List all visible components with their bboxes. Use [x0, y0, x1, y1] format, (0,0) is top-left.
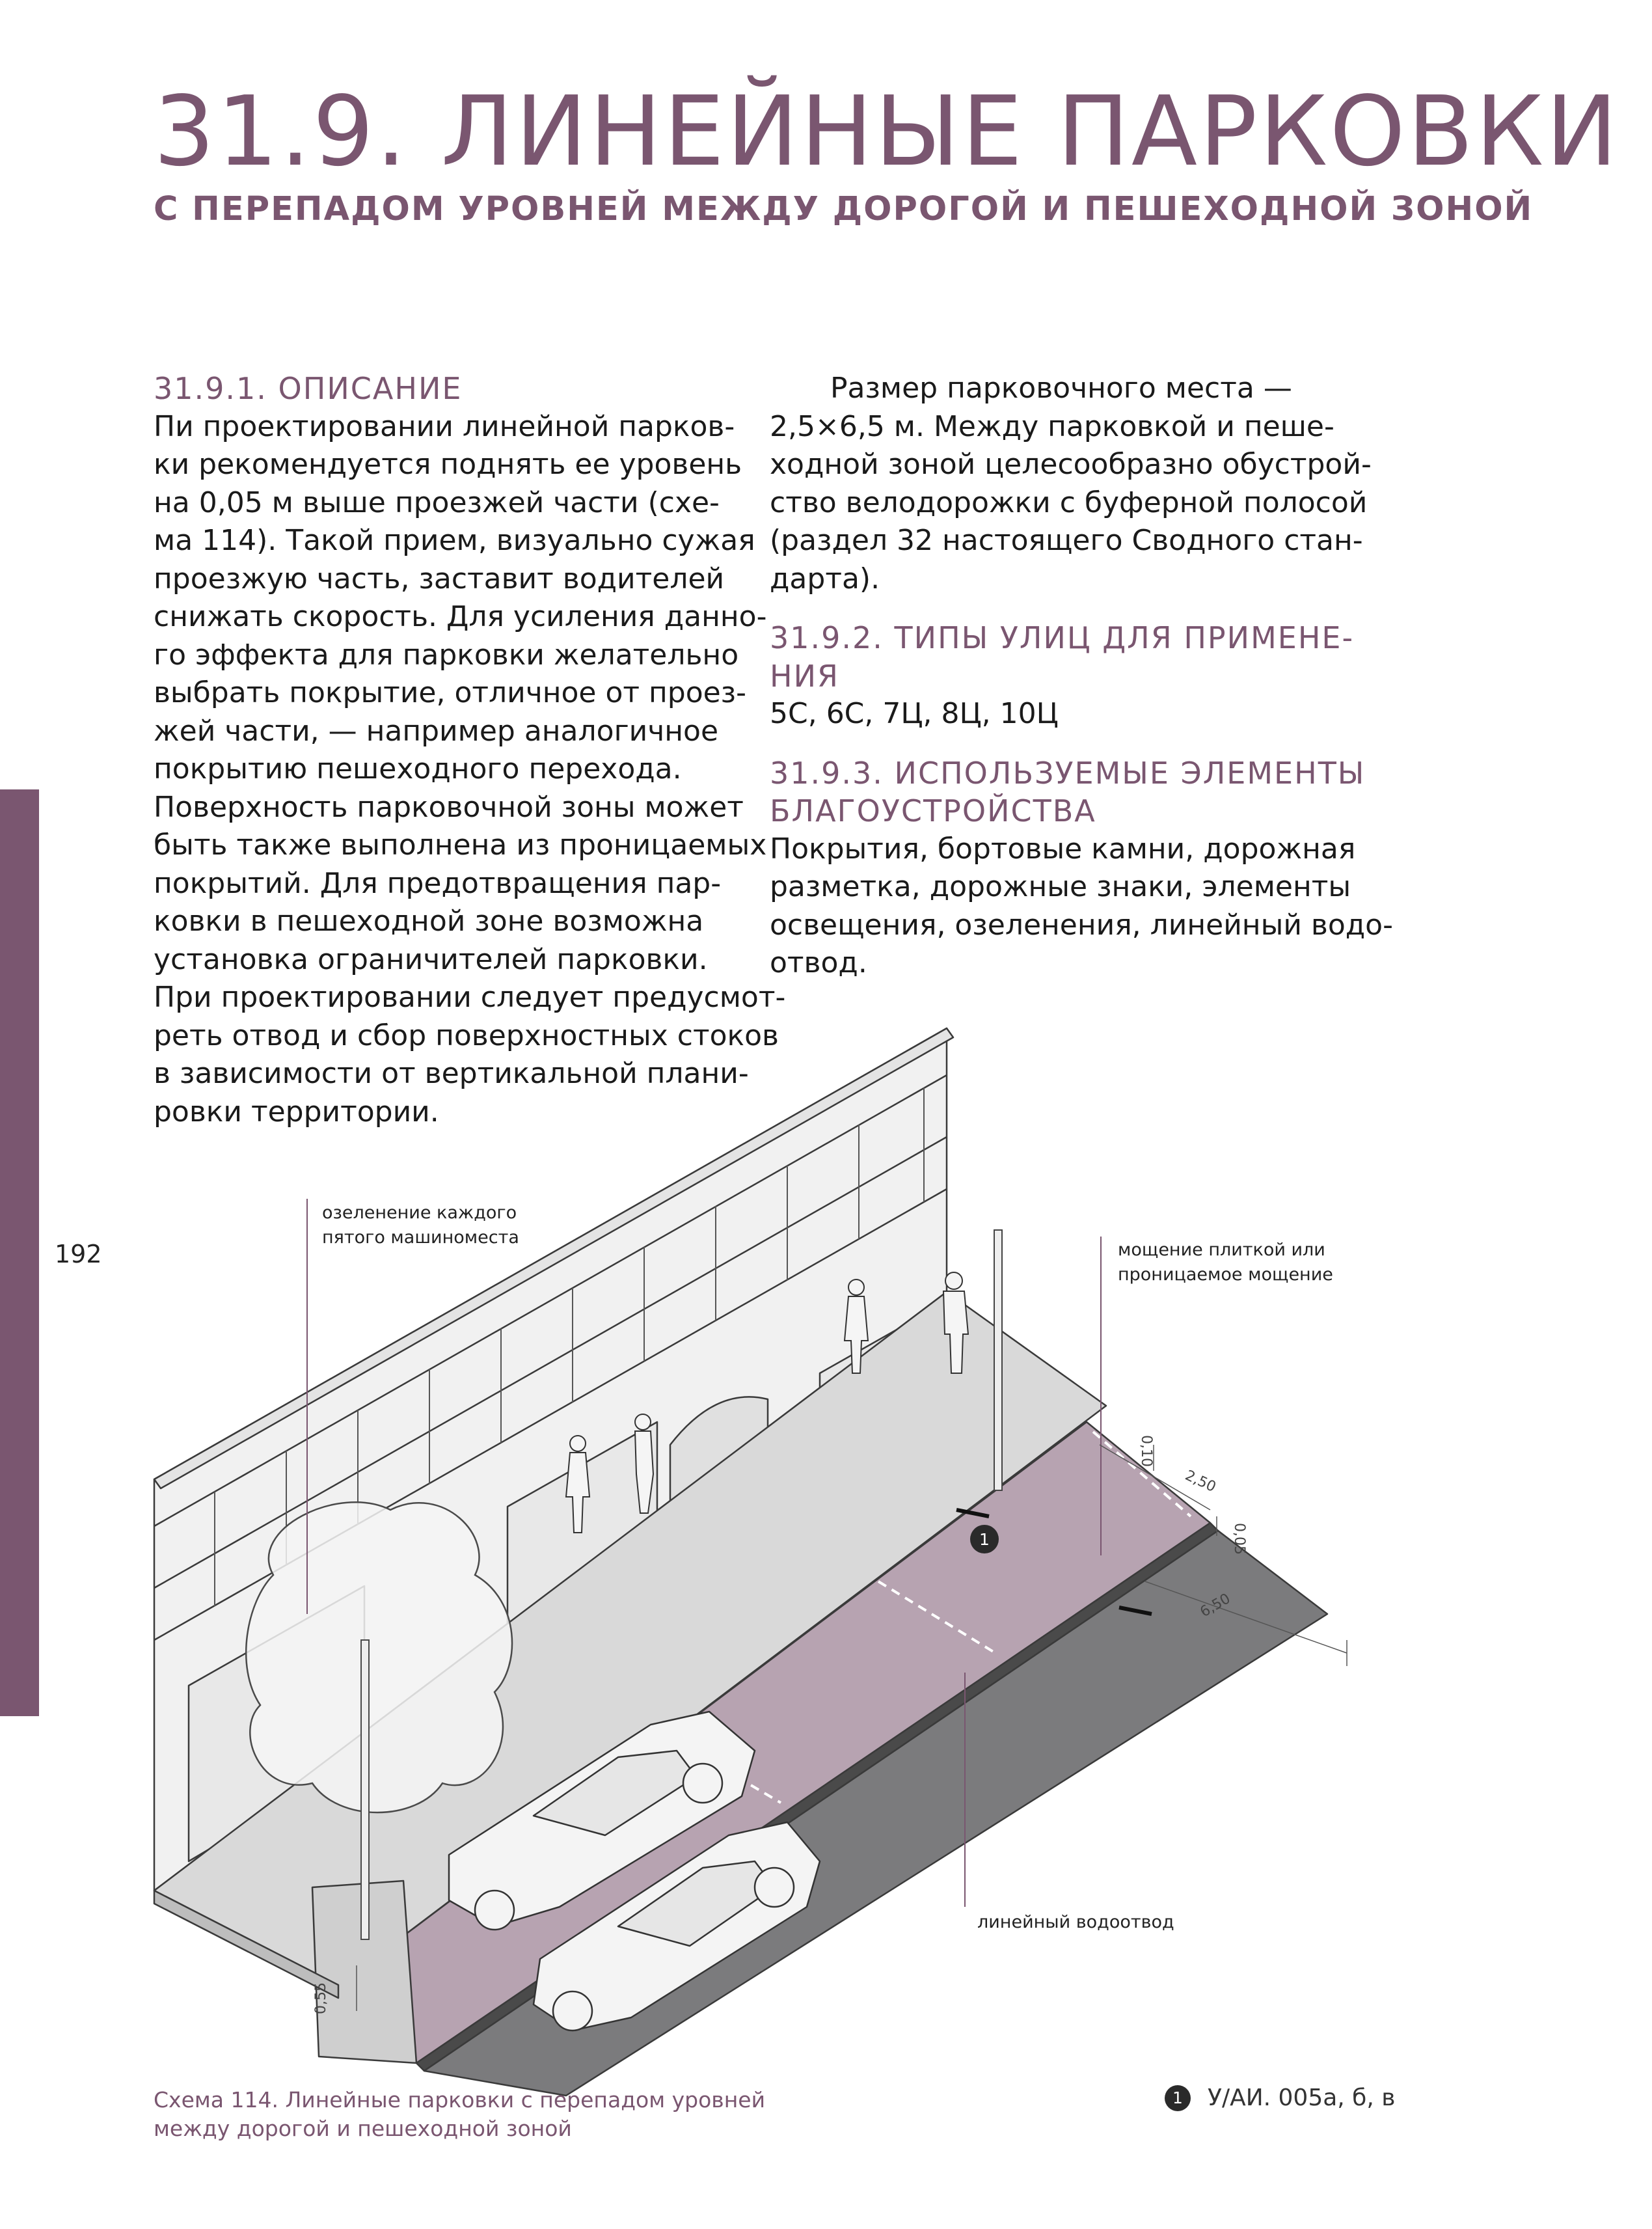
page-number: 192 — [55, 1240, 102, 1268]
callout-paving — [1118, 1238, 1333, 1287]
text-line: жей части, — например аналогичное — [154, 714, 719, 748]
callout-line: пятого машиноместа — [322, 1227, 519, 1248]
text-line: Поверхность парковочной зоны может — [154, 790, 744, 824]
text-line: освещения, озеленения, линейный водо- — [770, 908, 1393, 942]
figure-caption — [154, 2086, 765, 2143]
text-line: снижать скорость. Для усиления данно- — [154, 600, 767, 633]
callout-line: озеленение каждого — [322, 1203, 517, 1223]
text-line: ковки в пешеходной зоне возможна — [154, 905, 704, 938]
text-line: проезжую часть, заставит водителей — [154, 562, 725, 595]
text-line: 2,5×6,5 м. Между парковкой и пеше- — [770, 409, 1334, 443]
reference-text: У/АИ. 005а, б, в — [1208, 2085, 1396, 2111]
dim-curb-low: 0,55 — [313, 1982, 329, 2014]
text-line: ровки территории. — [154, 1095, 439, 1128]
callout-line: мощение плиткой или — [1118, 1240, 1325, 1260]
text-line: покрытию пешеходного перехода. — [154, 752, 682, 786]
text-line: реть отвод и сбор поверхностных стоков — [154, 1019, 779, 1052]
heading-line: БЛАГОУСТРОЙСТВА — [770, 793, 1096, 828]
tree-trunk — [361, 1640, 369, 1939]
text-line: ство велодорожки с буферной полосой — [770, 485, 1368, 519]
text-line: быть также выполнена из проницаемых — [154, 828, 767, 862]
heading-line: НИЯ — [770, 658, 839, 694]
dim-step: 0,05 — [1231, 1523, 1247, 1555]
text-line: разметка, дорожные знаки, элементы — [770, 870, 1351, 903]
heading-line: 31.9.2. ТИПЫ УЛИЦ ДЛЯ ПРИМЕНЕ- — [770, 620, 1355, 655]
tree-canopy — [246, 1502, 512, 1812]
marker-1-label: 1 — [979, 1530, 990, 1549]
text-line: го эффекта для парковки желательно — [154, 638, 739, 672]
dim-width: 2,50 — [1182, 1467, 1219, 1496]
text-line: ходной зоной целесообразно обустрой- — [770, 448, 1372, 481]
page-subtitle: С ПЕРЕПАДОМ УРОВНЕЙ МЕЖДУ ДОРОГОЙ И ПЕШЕХОДНОЙ ЗОНОЙ — [154, 190, 1534, 228]
street-types-text: 5С, 6С, 7Ц, 8Ц, 10Ц — [770, 697, 1059, 730]
lamp-pole — [994, 1230, 1002, 1490]
section-heading-description: 31.9.1. ОПИСАНИЕ — [154, 371, 463, 406]
text-line: Пи проектировании линейной парков- — [154, 409, 735, 443]
text-line: установка ограничителей парковки. — [154, 942, 708, 976]
text-line: отвод. — [770, 946, 867, 979]
callout-drain: линейный водоотвод — [977, 1912, 1174, 1932]
text-line: (раздел 32 настоящего Сводного стан- — [770, 524, 1363, 557]
text-line: Покрытия, бортовые камни, дорожная — [770, 832, 1356, 866]
caption-line: между дорогой и пешеходной зоной — [154, 2116, 572, 2141]
text-line: выбрать покрытие, отличное от проез- — [154, 676, 746, 709]
callout-greening — [322, 1201, 519, 1250]
text-line: дарта). — [770, 562, 880, 595]
text-line: ма 114). Такой прием, визуально сужая — [154, 524, 755, 557]
standard-reference — [1165, 2085, 1395, 2111]
heading-line: 31.9.3. ИСПОЛЬЗУЕМЫЕ ЭЛЕМЕНТЫ — [770, 755, 1366, 791]
marker-1-badge — [970, 1525, 999, 1553]
text-line: ки рекомендуется поднять ее уровень — [154, 448, 742, 481]
text-line: на 0,05 м выше проезжей части (схе- — [154, 485, 720, 519]
dim-length: 6,50 — [1197, 1591, 1234, 1621]
text-line: При проектировании следует предусмот- — [154, 981, 786, 1014]
caption-line: Схема 114. Линейные парковки с перепадом уровней — [154, 2087, 766, 2113]
reference-badge: 1 — [1165, 2085, 1191, 2111]
text-line: в зависимости от вертикальной плани- — [154, 1057, 749, 1090]
text-line: покрытий. Для предотвращения пар- — [154, 866, 722, 900]
dim-curb-height: 0,10 — [1138, 1435, 1154, 1467]
page-title: 31.9. ЛИНЕЙНЫЕ ПАРКОВКИ — [154, 75, 1620, 187]
text-line: Размер парковочного места — — [830, 372, 1292, 405]
callout-line: проницаемое мощение — [1118, 1265, 1333, 1285]
